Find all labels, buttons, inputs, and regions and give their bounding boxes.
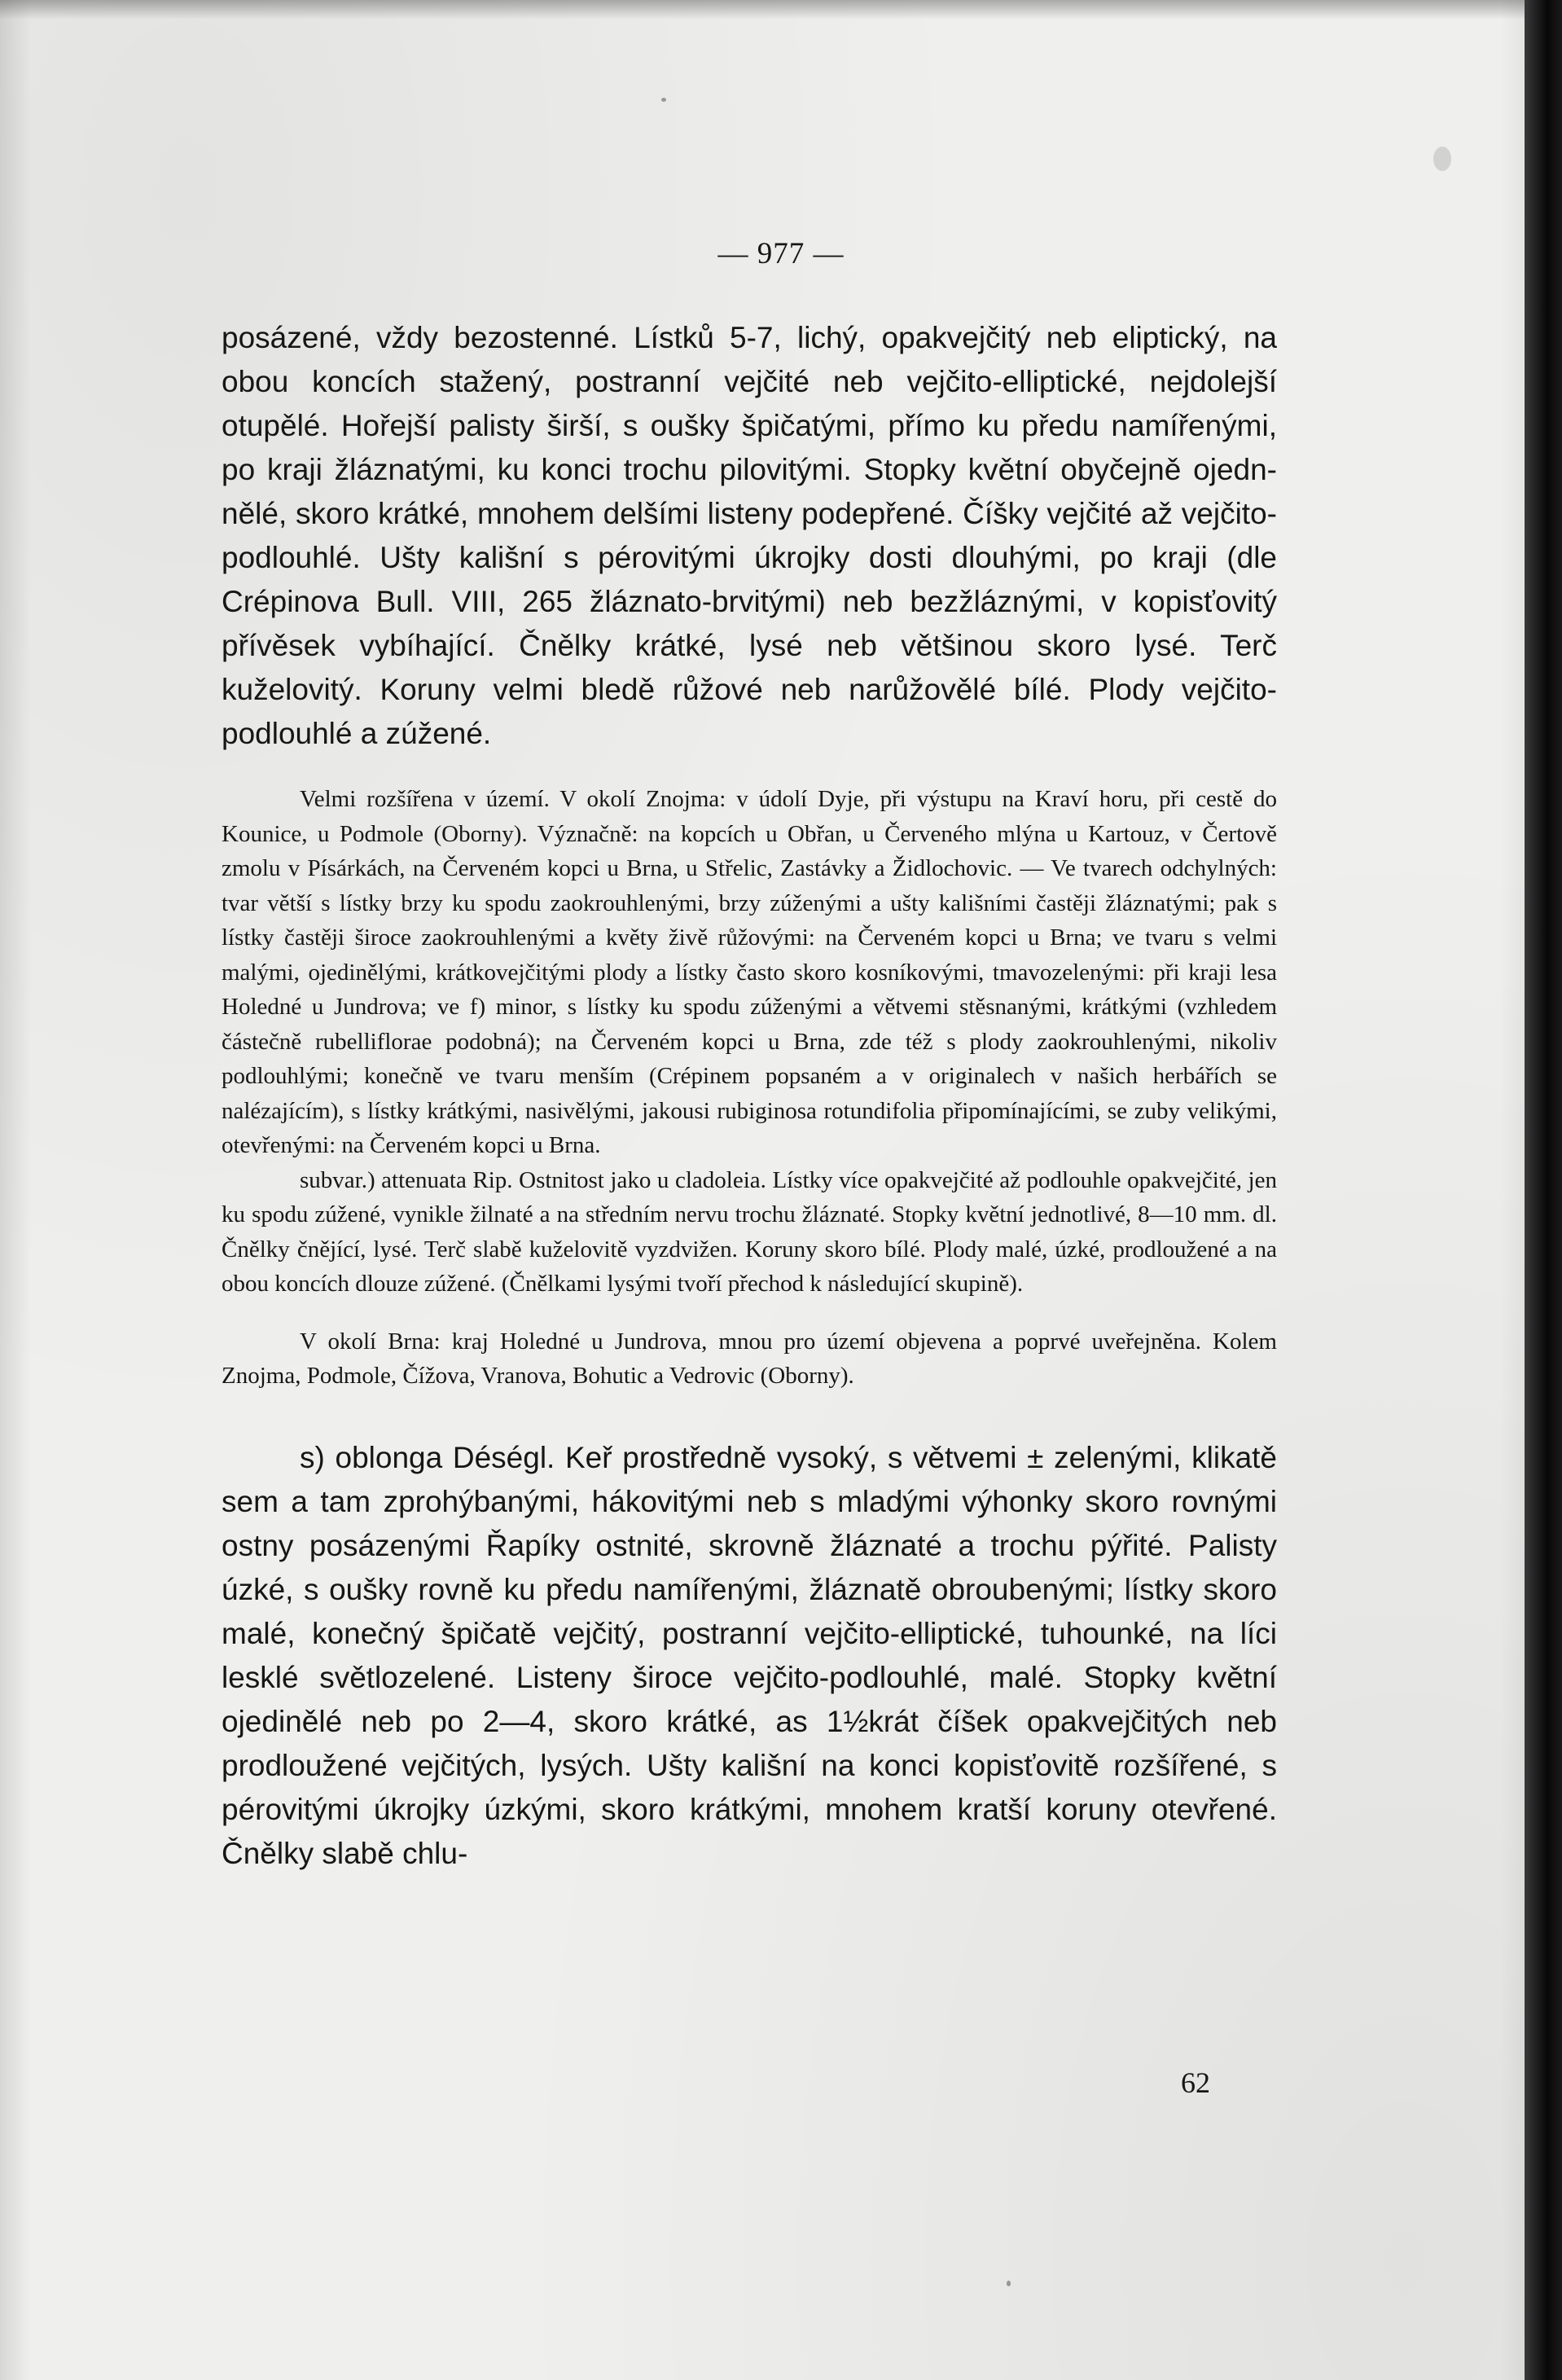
- paragraph-oblonga: s) oblonga Déségl. Keř prostředně vysoký, s větvemi ± zelenými, klikatě sem a tam zprohýbanými, hákovitými neb s mladými výhonky skoro rovnými ostny posázenými Řapíky ostnité, skrovně žláznaté a trochu pýřité. Palisty úzké, s oušky rovně ku předu namířenými, žláznatě obroubenými; lístky skoro malé, konečný špičatě vejčitý, postranní vejčito-elliptické, tuhounké, na líci lesklé světlozelené. Listeny široce vejčito-podlouhlé, malé. Stopky květní ojedinělé neb po 2—4, skoro krátké, as 1½krát číšek opakvejčitých neb prodloužené vejčitých, lysých. Ušty kališní na konci kopisťovitě rozšířené, s pérovitými úkrojky úzkými, skoro krátkými, mnohem kratší koruny otevřené. Čnělky slabě chlu-: [222, 1440, 1277, 1870]
- sheet-signature: 62: [1181, 2066, 1210, 2099]
- text-block: [222, 316, 1277, 1876]
- top-shadow: [0, 0, 1562, 20]
- paragraph-localities: Velmi rozšířena v území. V okolí Znojma: v údolí Dyje, při výstupu na Kraví horu, při cestě do Kounice, u Podmole (Oborny). Význačně: na kopcích u Obřan, u Červeného mlýna u Kartouz, v Čertově zmolu v Písárkách, na Červeném kopci u Brna, u Střelic, Zastávky a Židlochovic. — Ve tvarech odchylných: tvar větší s lístky brzy ku spodu zaokrouhlenými, brzy zúženými a ušty kališními častěji žláznatými; pak s lístky častěji široce zaokrouhlenými a květy živě růžovými: na Červeném kopci u Brna; ve tvaru s velmi malými, ojedinělými, krátkovejčitými plody a lístky často skoro kosníkovými, tmavozelenými: při kraji lesa Holedné u Jundrova; ve f) minor, s lístky ku spodu zúženými a větvemi stěsnanými, krátkými (vzhledem částečně rubelliflorae podobná); na Červeném kopci u Brna, zde též s plody zaokrouhlenými, nikoliv podlouhlými; konečně ve tvaru menším (Crépinem popsaném a v originalech v našich herbářích se nalézajícím), s lístky krátkými, nasivělými, jakousi rubiginosa rotundifolia připomínajícími, se zuby velikými, otevřenými: na Červeném kopci u Brna.: [222, 786, 1277, 1158]
- scan-speck: [661, 98, 666, 102]
- paragraph-description: posázené, vždy bezostenné. Lístků 5-7, lichý, opakvejčitý neb eliptický, na obou koncích stažený, postranní vejčité neb vejčito-elliptické, nejdolejší otupělé. Hořejší palisty širší, s oušky špičatými, přímo ku předu namířenými, po kraji žláznatými, ku konci trochu pilovitými. Stopky květní obyčejně ojedn-nělé, skoro krátké, mnohem delšími listeny podepřené. Číšky vejčité až vejčito-podlouhlé. Ušty kališní s pérovitými úkrojky dosti dlouhými, po kraji (dle Crépinova Bull. VIII, 265 žláznato-brvitými) neb bezžláznými, v kopisťovitý přívěsek vybíhající. Čnělky krátké, lysé neb většinou skoro lysé. Terč kuželovitý. Koruny velmi bledě růžové neb narůžovělé bílé. Plody vejčito-podlouhlé a zúžené.: [222, 321, 1277, 750]
- scan-speck: [1433, 147, 1451, 171]
- binding-shadow: [1525, 0, 1562, 2380]
- page-number: — 977 —: [717, 237, 845, 270]
- scan-speck: [1007, 2281, 1011, 2286]
- paragraph-subvariety-localities: V okolí Brna: kraj Holedné u Jundrova, mnou pro území objevena a poprvé uveřejněna. Kolem Znojma, Podmole, Čížova, Vranova, Bohutic a Vedrovic (Oborny).: [222, 1328, 1277, 1389]
- paragraph-subvariety: subvar.) attenuata Rip. Ostnitost jako u cladoleia. Lístky více opakvejčité až podlouhle opakvejčité, jen ku spodu zúžené, vynikle žilnaté a na středním nervu trochu žláznaté. Stopky květní jednotlivé, 8—10 mm. dl. Čnělky čnějící, lysé. Terč slabě kuželovitě vyzdvižen. Koruny skoro bílé. Plody malé, úzké, prodloužené a na obou koncích dlouze zúžené. (Čnělkami lysými tvoří přechod k následující skupině).: [222, 1166, 1277, 1297]
